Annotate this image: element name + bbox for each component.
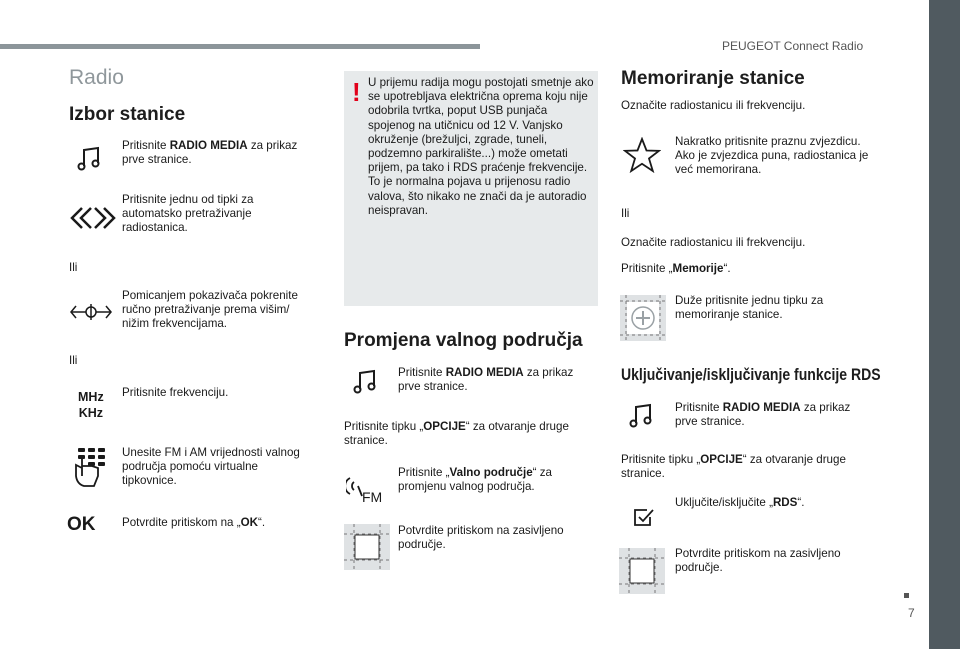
or-label: Ili: [69, 354, 78, 367]
checkbox-icon: [632, 506, 656, 528]
step-rds-toggle: Uključite/isključite „RDS“.: [675, 496, 805, 509]
step-options: Pritisnite tipku „OPCIJE“ za otvaranje druge stranice.: [621, 453, 846, 481]
heading-waveband-change: Promjena valnog područja: [344, 330, 583, 351]
manual-title: PEUGEOT Connect Radio: [722, 39, 864, 53]
heading-station-selection: Izbor stanice: [69, 104, 186, 125]
step-options: Pritisnite tipku „OPCIJE“ za otvaranje druge stranice.: [344, 420, 569, 448]
heading-rds: Uključivanje/isključivanje funkcije RDS: [621, 366, 881, 384]
frequency-unit-icon: MHz KHz: [78, 390, 104, 420]
warning-callout: [344, 71, 598, 306]
step-auto-search: Pritisnite jednu od tipki za automatsko pretraživanje radiostanica.: [122, 193, 254, 235]
keypad-hand-icon: [72, 446, 112, 488]
page-marker: [904, 593, 909, 598]
step-waveband: Pritisnite „Valno područje“ za promjenu valnog područja.: [398, 466, 552, 494]
or-label: Ili: [69, 261, 78, 274]
confirm-greyed-area-icon: [619, 548, 665, 594]
step-long-press: Duže pritisnite jednu tipku za memoriranje stanice.: [675, 294, 824, 322]
seek-arrows-icon: [70, 205, 116, 231]
manual-tune-slider-icon: [70, 302, 112, 322]
music-note-icon: [76, 145, 102, 173]
step-confirm-greyed: Potvrdite pritiskom na zasivljeno područje.: [675, 547, 841, 575]
star-icon: [622, 136, 662, 174]
step-press-frequency: Pritisnite frekvenciju.: [122, 386, 229, 399]
heading-store-station: Memoriranje stanice: [621, 68, 805, 89]
step-manual-search: Pomicanjem pokazivača pokrenite ručno pretraživanje prema višim/ nižim frekvencijama.: [122, 289, 298, 331]
side-strip: [929, 0, 960, 649]
music-note-icon: [628, 402, 654, 430]
step-confirm-ok: Potvrdite pritiskom na „OK“.: [122, 516, 266, 529]
page-number: 7: [908, 606, 915, 620]
ok-icon: OK: [67, 514, 96, 535]
select-station-text: Označite radiostanicu ili frekvenciju.: [621, 236, 806, 249]
step-radio-media: Pritisnite RADIO MEDIA za prikaz prve stranice.: [398, 366, 574, 394]
section-title: Radio: [69, 66, 124, 89]
confirm-greyed-area-icon: [344, 524, 390, 570]
step-radio-media: Pritisnite RADIO MEDIA za prikaz prve stranice.: [122, 139, 298, 167]
step-press-star: Nakratko pritisnite praznu zvjezdicu. Ako je zvjezdica puna, radiostanica je već memorirana.: [675, 135, 869, 177]
music-note-icon: [352, 368, 378, 396]
step-radio-media: Pritisnite RADIO MEDIA za prikaz prve stranice.: [675, 401, 851, 429]
or-label: Ili: [621, 207, 630, 220]
step-virtual-keypad: Unesite FM i AM vrijednosti valnog područja pomoću virtualne tipkovnice.: [122, 446, 300, 488]
add-preset-icon: [620, 295, 666, 341]
fm-antenna-icon: FM: [346, 474, 390, 510]
step-confirm-greyed: Potvrdite pritiskom na zasivljeno područje.: [398, 524, 564, 552]
select-station-text: Označite radiostanicu ili frekvenciju.: [621, 99, 806, 112]
step-memories: Pritisnite „Memorije“.: [621, 262, 731, 275]
warning-text: U prijemu radija mogu postojati smetnje ako se upotrebljava električna oprema koju nije odobrila tvrtka, poput USB punjača spojenog na utičnicu od 12 V. Vanjsko okruženje (brežuljci, zgrade, tuneli, podzemno parkiralište...) može ometati prijem, pa tako i RDS praćenje frekvencije. To je normalna pojava u prijenosu radio valova, što nikako ne znači da je autoradio neispravan.: [368, 76, 594, 217]
warning-icon: !: [352, 77, 361, 107]
header-rule: [0, 44, 480, 49]
